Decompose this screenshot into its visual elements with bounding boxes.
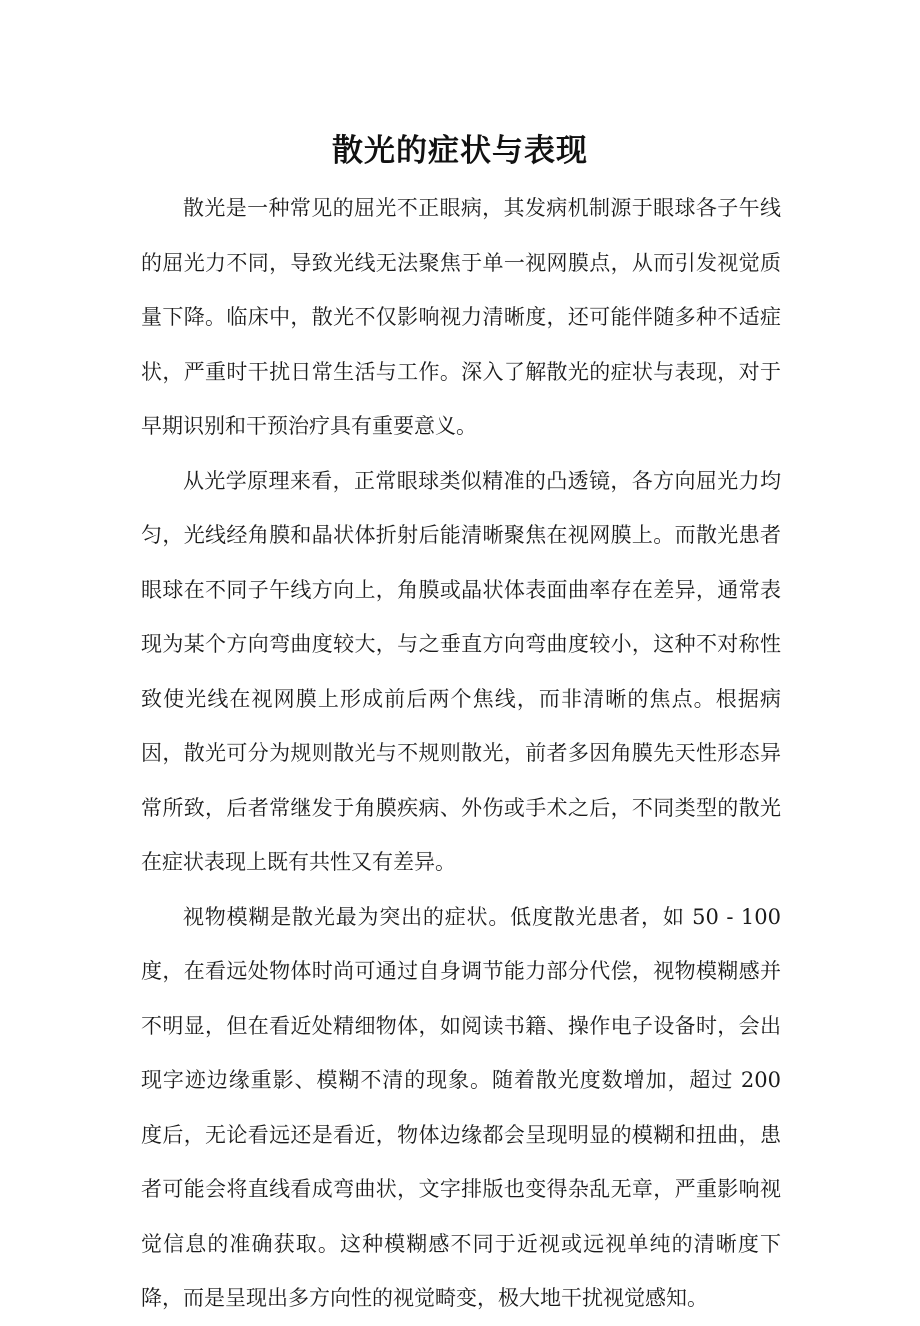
paragraph-optics: 从光学原理来看，正常眼球类似精准的凸透镜，各方向屈光力均匀，光线经角膜和晶状体折射后能清晰聚焦在视网膜上。而散光患者眼球在不同子午线方向上，角膜或晶状体表面曲率存在差异，通常表现为某个方向弯曲度较大，与之垂直方向弯曲度较小，这种不对称性致使光线在视网膜上形成前后两个焦线，而非清晰的焦点。根据病因，散光可分为规则散光与不规则散光，前者多因角膜先天性形态异常所致，后者常继发于角膜疾病、外伤或手术之后，不同类型的散光在症状表现上既有共性又有差异。 [141,468,781,874]
document-body [141,181,781,1326]
paragraph-intro: 散光是一种常见的屈光不正眼病，其发病机制源于眼球各子午线的屈光力不同，导致光线无法聚焦于单一视网膜点，从而引发视觉质量下降。临床中，散光不仅影响视力清晰度，还可能伴随多种不适症状，严重时干扰日常生活与工作。深入了解散光的症状与表现，对于早期识别和干预治疗具有重要意义。 [141,196,781,438]
page-title: 散光的症状与表现 [332,133,588,169]
paragraph-blurred-vision: 视物模糊是散光最为突出的症状。低度散光患者，如 50 - 100 度，在看远处物体时尚可通过自身调节能力部分代偿，视物模糊感并不明显，但在看近处精细物体，如阅读书籍、操作电子设备时，会出现字迹边缘重影、模糊不清的现象。随着散光度数增加，超过 200 度后，无论看远还是看近，物体边缘都会呈现明显的模糊和扭曲，患者可能会将直线看成弯曲状，文字排版也变得杂乱无章，严重影响视觉信息的准确获取。这种模糊感不同于近视或远视单纯的清晰度下降，而是呈现出多方向性的视觉畸变，极大地干扰视觉感知。 [141,904,781,1310]
